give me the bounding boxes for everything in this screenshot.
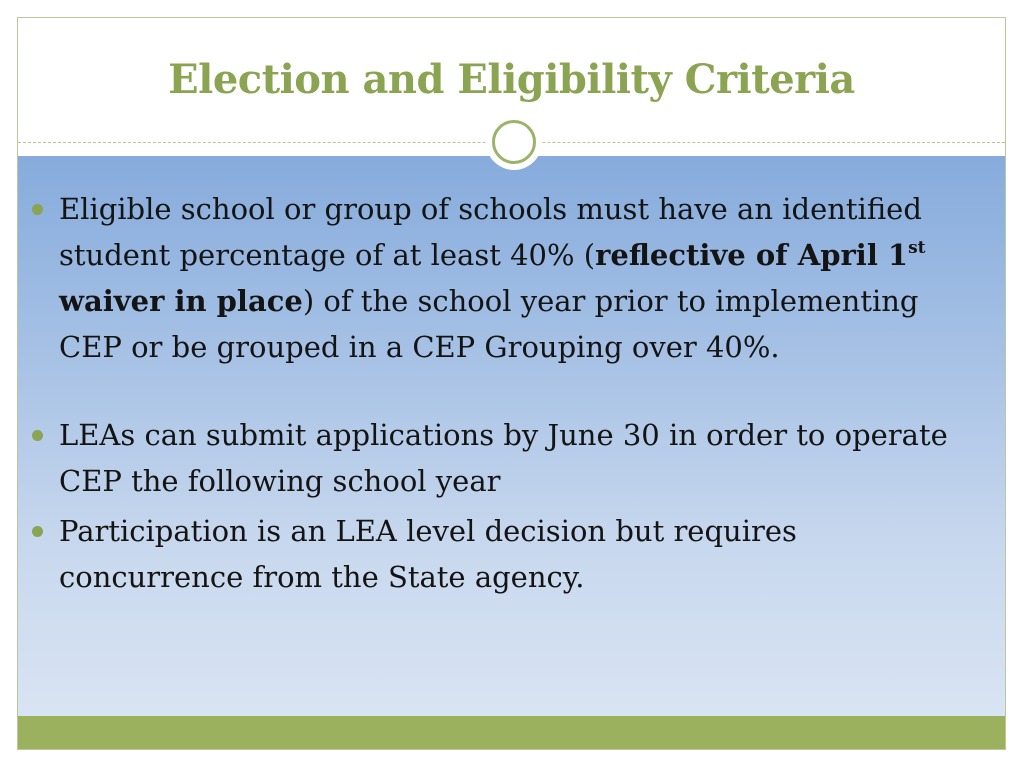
bullet-dot-icon — [32, 204, 43, 215]
bullet-bold-text-2: waiver in place — [59, 284, 303, 318]
bullet-dot-icon — [32, 430, 43, 441]
footer-bar — [18, 716, 1005, 749]
bullet-text: Eligible school or group of schools must have an identified student percentage of at least 40% ( — [59, 192, 922, 272]
slide-title: Election and Eligibility Criteria — [168, 56, 855, 103]
bullet-text: LEAs can submit applications by June 30 in order to operate CEP the following school year — [59, 418, 948, 498]
list-item — [32, 186, 962, 370]
bullet-text-2: ) of the school year prior to implementing CEP or be grouped in a CEP Grouping over 40%. — [59, 284, 919, 364]
circle-ornament-ring — [492, 120, 536, 164]
list-item — [32, 508, 962, 600]
bullet-text: Participation is an LEA level decision but requires concurrence from the State agency. — [59, 514, 797, 594]
list-item — [32, 412, 962, 504]
bullet-bold-text: reflective of April 1 — [595, 238, 909, 272]
bullet-superscript: st — [908, 238, 926, 258]
bullet-list — [32, 186, 962, 600]
circle-ornament-icon — [486, 114, 542, 170]
bullet-dot-icon — [32, 526, 43, 537]
